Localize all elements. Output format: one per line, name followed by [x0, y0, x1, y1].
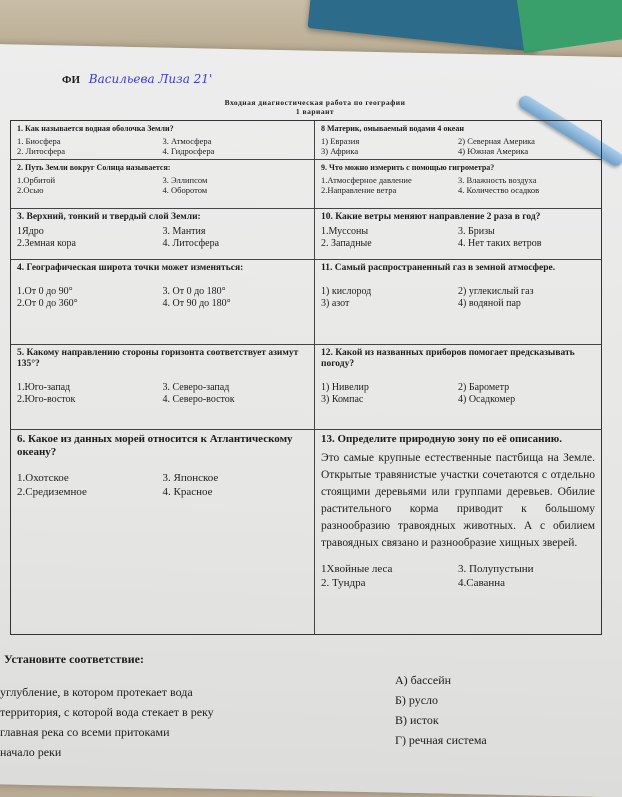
list-item: начало реки [0, 745, 62, 759]
question-text: 8 Материк, омываемый водами 4 океан [321, 124, 464, 133]
option: 4. Литосфера [162, 238, 220, 249]
question-5 [11, 345, 315, 429]
option: 3. Влажность воздуха [458, 175, 537, 185]
option: 2.Земная кора [17, 238, 76, 249]
answer-options [17, 471, 308, 499]
list-item: углубление, в котором протекает вода [0, 685, 193, 699]
option: 1.Атмосферное давление [321, 175, 412, 185]
question-text: 6. Какое из данных морей относится к Атлантическому океану? [17, 433, 293, 458]
option: 3. Северо-запад [162, 382, 230, 393]
option: 2) углекислый газ [458, 286, 534, 297]
option: 3. Японское [162, 472, 219, 484]
matching-left-list [0, 682, 214, 762]
option: 1.Юго-запад [17, 382, 71, 393]
answer-options [321, 136, 595, 156]
option: 3) Африка [321, 146, 359, 156]
option: 1) кислород [321, 286, 372, 297]
option: 2.Юго-восток [17, 394, 76, 405]
option: 2. Тундра [321, 577, 366, 589]
list-item: территория, с которой вода стекает в реку [0, 705, 214, 719]
list-item: Г) речная система [395, 733, 487, 747]
option: 1.Охотское [17, 472, 69, 484]
option: 1) Нивелир [321, 382, 369, 393]
question-8 [315, 121, 601, 159]
option: 3. Атмосфера [162, 136, 212, 146]
option: 4. Северо-восток [162, 394, 235, 405]
option: 4) Южная Америка [458, 146, 529, 156]
questions-table [10, 120, 602, 635]
option: 1. Биосфера [17, 136, 61, 146]
question-12 [315, 345, 601, 429]
question-text: 13. Определите природную зону по её описанию. [321, 433, 562, 445]
option: 3) азот [321, 298, 350, 309]
question-text: 1. Как называется водная оболочка Земли? [17, 124, 174, 133]
question-1 [11, 121, 315, 159]
worksheet-title [150, 98, 480, 116]
option: 4) водяной пар [458, 298, 521, 309]
answer-options [17, 226, 308, 250]
question-text: 10. Какие ветры меняют направление 2 раза в год? [321, 212, 541, 222]
list-item: А) бассейн [395, 673, 452, 687]
question-3 [11, 209, 315, 259]
option: 4. Нет таких ветров [458, 238, 542, 249]
option: 4. Гидросфера [162, 146, 215, 156]
table-row [11, 430, 601, 634]
option: 3. Мантия [162, 226, 206, 237]
matching-title: Установите соответствие: [4, 652, 144, 666]
answer-options [17, 382, 308, 406]
option: 3. Эллипсом [162, 175, 208, 185]
option: 4. Оборотом [162, 185, 208, 195]
question-text: 11. Самый распространенный газ в земной атмосфере. [321, 263, 556, 273]
list-item: главная река со всеми притоками [0, 725, 170, 739]
question-6 [11, 430, 315, 634]
list-item: В) исток [395, 713, 439, 727]
table-row [11, 160, 601, 209]
question-4 [11, 260, 315, 344]
list-item: Б) русло [395, 693, 439, 707]
option: 4. Количество осадков [458, 185, 540, 195]
option: 4) Осадкомер [458, 394, 516, 405]
question-13 [315, 430, 601, 634]
table-row [11, 121, 601, 160]
answer-options [321, 286, 595, 310]
answer-options [321, 175, 595, 195]
option: 1Хвойные леса [321, 563, 393, 575]
option: 3. Полупустыни [458, 563, 534, 575]
question-text: 2. Путь Земли вокруг Солнца называется: [17, 163, 171, 172]
option: 2. Западные [321, 238, 372, 249]
matching-right-list [395, 670, 487, 750]
option: 1.Орбитой [17, 175, 56, 185]
question-text: 3. Верхний, тонкий и твердый слой Земли: [17, 212, 201, 222]
title-text: Входная диагностическая работа по географии [224, 98, 406, 107]
answer-options [17, 175, 308, 195]
option: 4.Саванна [458, 577, 506, 589]
option: 3. От 0 до 180° [162, 286, 226, 297]
answer-options [321, 562, 595, 590]
question-11 [315, 260, 601, 344]
option: 1.Муссоны [321, 226, 369, 237]
option: 1.От 0 до 90° [17, 286, 73, 297]
option: 2) Барометр [458, 382, 510, 393]
option: 1) Евразия [321, 136, 360, 146]
question-9 [315, 160, 601, 208]
option: 2.Направление ветра [321, 185, 397, 195]
handwritten-signature: Васильева Лиза 21' [88, 72, 213, 86]
answer-options [17, 136, 308, 156]
variant-text: 1 вариант [295, 107, 335, 116]
table-row [11, 209, 601, 260]
question-text: 9. Что можно измерить с помощью гигрометра? [321, 163, 495, 172]
fi-label: ФИ [62, 74, 81, 86]
question-text: 12. Какой из названных приборов помогает предсказывать погоду? [321, 348, 575, 369]
option: 2.Средиземное [17, 486, 87, 498]
zone-description: Это самые крупные естественные пастбища на Земле. Открытые травянистые участки сочетаются с отдельно стоящими деревьями или группами деревьев. Обилие растительного корма приводит к большому разнообразию травоядных животных. А с обилием травоядных связано и разнообразие хищных зверей. [321, 452, 595, 549]
answer-options [321, 226, 595, 250]
question-text: 4. Географическая широта точки может изменяться: [17, 263, 244, 273]
option: 2.Осью [17, 185, 44, 195]
option: 2) Северная Америка [458, 136, 535, 146]
table-row [11, 260, 601, 345]
option: 2. Литосфера [17, 146, 66, 156]
option: 1Ядро [17, 226, 44, 237]
option: 3) Компас [321, 394, 364, 405]
name-field [62, 72, 212, 86]
question-2 [11, 160, 315, 208]
answer-options [17, 286, 308, 310]
table-row [11, 345, 601, 430]
option: 2.От 0 до 360° [17, 298, 78, 309]
option: 4. Красное [162, 486, 213, 498]
option: 3. Бризы [458, 226, 495, 237]
question-text: 5. Какому направлению стороны горизонта соответствует азимут 135°? [17, 348, 299, 369]
answer-options [321, 382, 595, 406]
option: 4. От 90 до 180° [162, 298, 231, 309]
question-10 [315, 209, 601, 259]
